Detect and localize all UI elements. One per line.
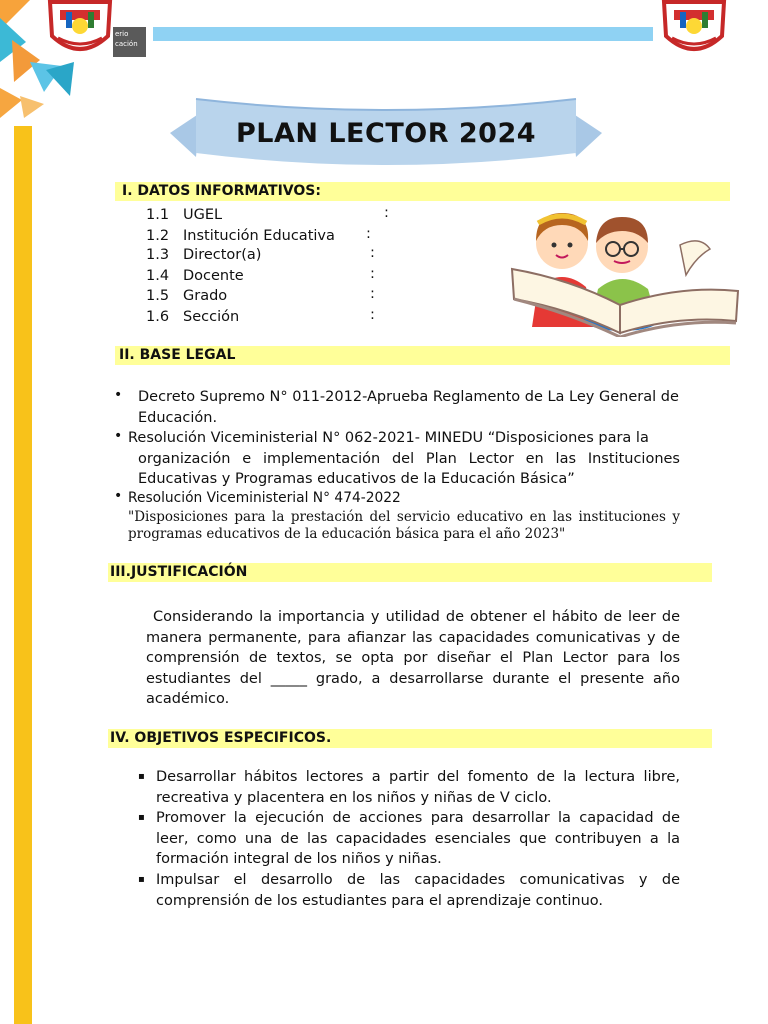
bullet: • (114, 387, 123, 403)
legal-item-3 (114, 488, 680, 543)
section-heading-objetivos: IV. OBJETIVOS ESPECIFICOS. (108, 729, 712, 748)
legal-item-1 (114, 387, 680, 428)
info-label: Sección (183, 309, 240, 325)
page-title: PLAN LECTOR 2024 (235, 118, 537, 149)
info-row-director (146, 245, 261, 265)
info-number: 1.1 (146, 207, 170, 223)
info-colon: : (384, 205, 389, 221)
objective-text: Impulsar el desarrollo de las capacidades comunicativas y de comprensión de los estudiantes para el aprendizaje continuo. (156, 872, 680, 909)
info-row-grado (146, 286, 227, 306)
objective-text: Promover la ejecución de acciones para desarrollar la capacidad de leer, como una de las capacidades esenciales que contribuyen a la formación integral de los niños y niñas. (156, 810, 680, 867)
section-heading-justificacion: III.JUSTIFICACIÓN (108, 563, 712, 582)
info-colon: : (366, 226, 371, 242)
info-number: 1.6 (146, 309, 170, 325)
objective-item (138, 808, 680, 870)
info-number: 1.3 (146, 247, 170, 263)
info-label: UGEL (183, 207, 223, 223)
info-label: Grado (183, 288, 228, 304)
objective-text: Desarrollar hábitos lectores a partir del fomento de la lectura libre, recreativa y placentera en los niños y niñas de V ciclo. (156, 769, 680, 806)
objective-item (138, 767, 680, 808)
legal-item-2 (114, 428, 680, 490)
objective-item (138, 870, 680, 911)
legal-item-text: organización e implementación del Plan Lector en las Instituciones Educativas y Programas educativos de la Educación Básica” (138, 450, 680, 487)
info-colon: : (370, 286, 375, 302)
school-crest-icon (44, 0, 116, 58)
info-colon: : (370, 266, 375, 282)
bullet: ▪ (138, 771, 145, 782)
top-color-bar (153, 27, 653, 41)
legal-item-text: Resolución Viceministerial N° 062-2021- MINEDU “Disposiciones para la (128, 430, 649, 446)
info-colon: : (370, 245, 375, 261)
bullet: • (114, 488, 123, 504)
info-number: 1.4 (146, 268, 170, 284)
bullet: • (114, 428, 123, 444)
info-row-seccion (146, 307, 239, 327)
justificacion-text: Considerando la importancia y utilidad de obtener el hábito de leer de manera permanente, para afianzar las capacidades comunicativas y de comprensión de textos, se opta por diseñar el Plan Lector para los estudiantes del _____ grado, a desarrollarse durante el presente año académico. (146, 609, 680, 707)
ministerio-logo: erio cación (113, 27, 146, 57)
school-crest-icon (658, 0, 730, 58)
info-row-docente (146, 266, 244, 286)
info-number: 1.5 (146, 288, 170, 304)
info-row-institucion (146, 226, 335, 246)
info-number: 1.2 (146, 228, 170, 244)
info-label: Institución Educativa (183, 228, 335, 244)
section-heading-datos: I. DATOS INFORMATIVOS: (115, 182, 730, 201)
left-side-bar (14, 126, 32, 1024)
info-row-ugel (146, 205, 222, 225)
info-colon: : (370, 307, 375, 323)
legal-item-text: Decreto Supremo N° 011-2012-Aprueba Reglamento de La Ley General de (138, 389, 679, 405)
legal-item-quote: "Disposiciones para la prestación del servicio educativo en las instituciones y programas educativos de la educación básica para el año 2023" (128, 508, 680, 542)
bullet: ▪ (138, 874, 145, 885)
bullet: ▪ (138, 812, 145, 823)
children-reading-illustration (510, 205, 742, 337)
legal-item-text: Educación. (138, 409, 218, 426)
info-label: Director(a) (183, 247, 262, 263)
info-label: Docente (183, 268, 244, 284)
section-heading-base-legal: II. BASE LEGAL (115, 346, 730, 365)
legal-item-text: Resolución Viceministerial N° 474-2022 (128, 490, 401, 506)
